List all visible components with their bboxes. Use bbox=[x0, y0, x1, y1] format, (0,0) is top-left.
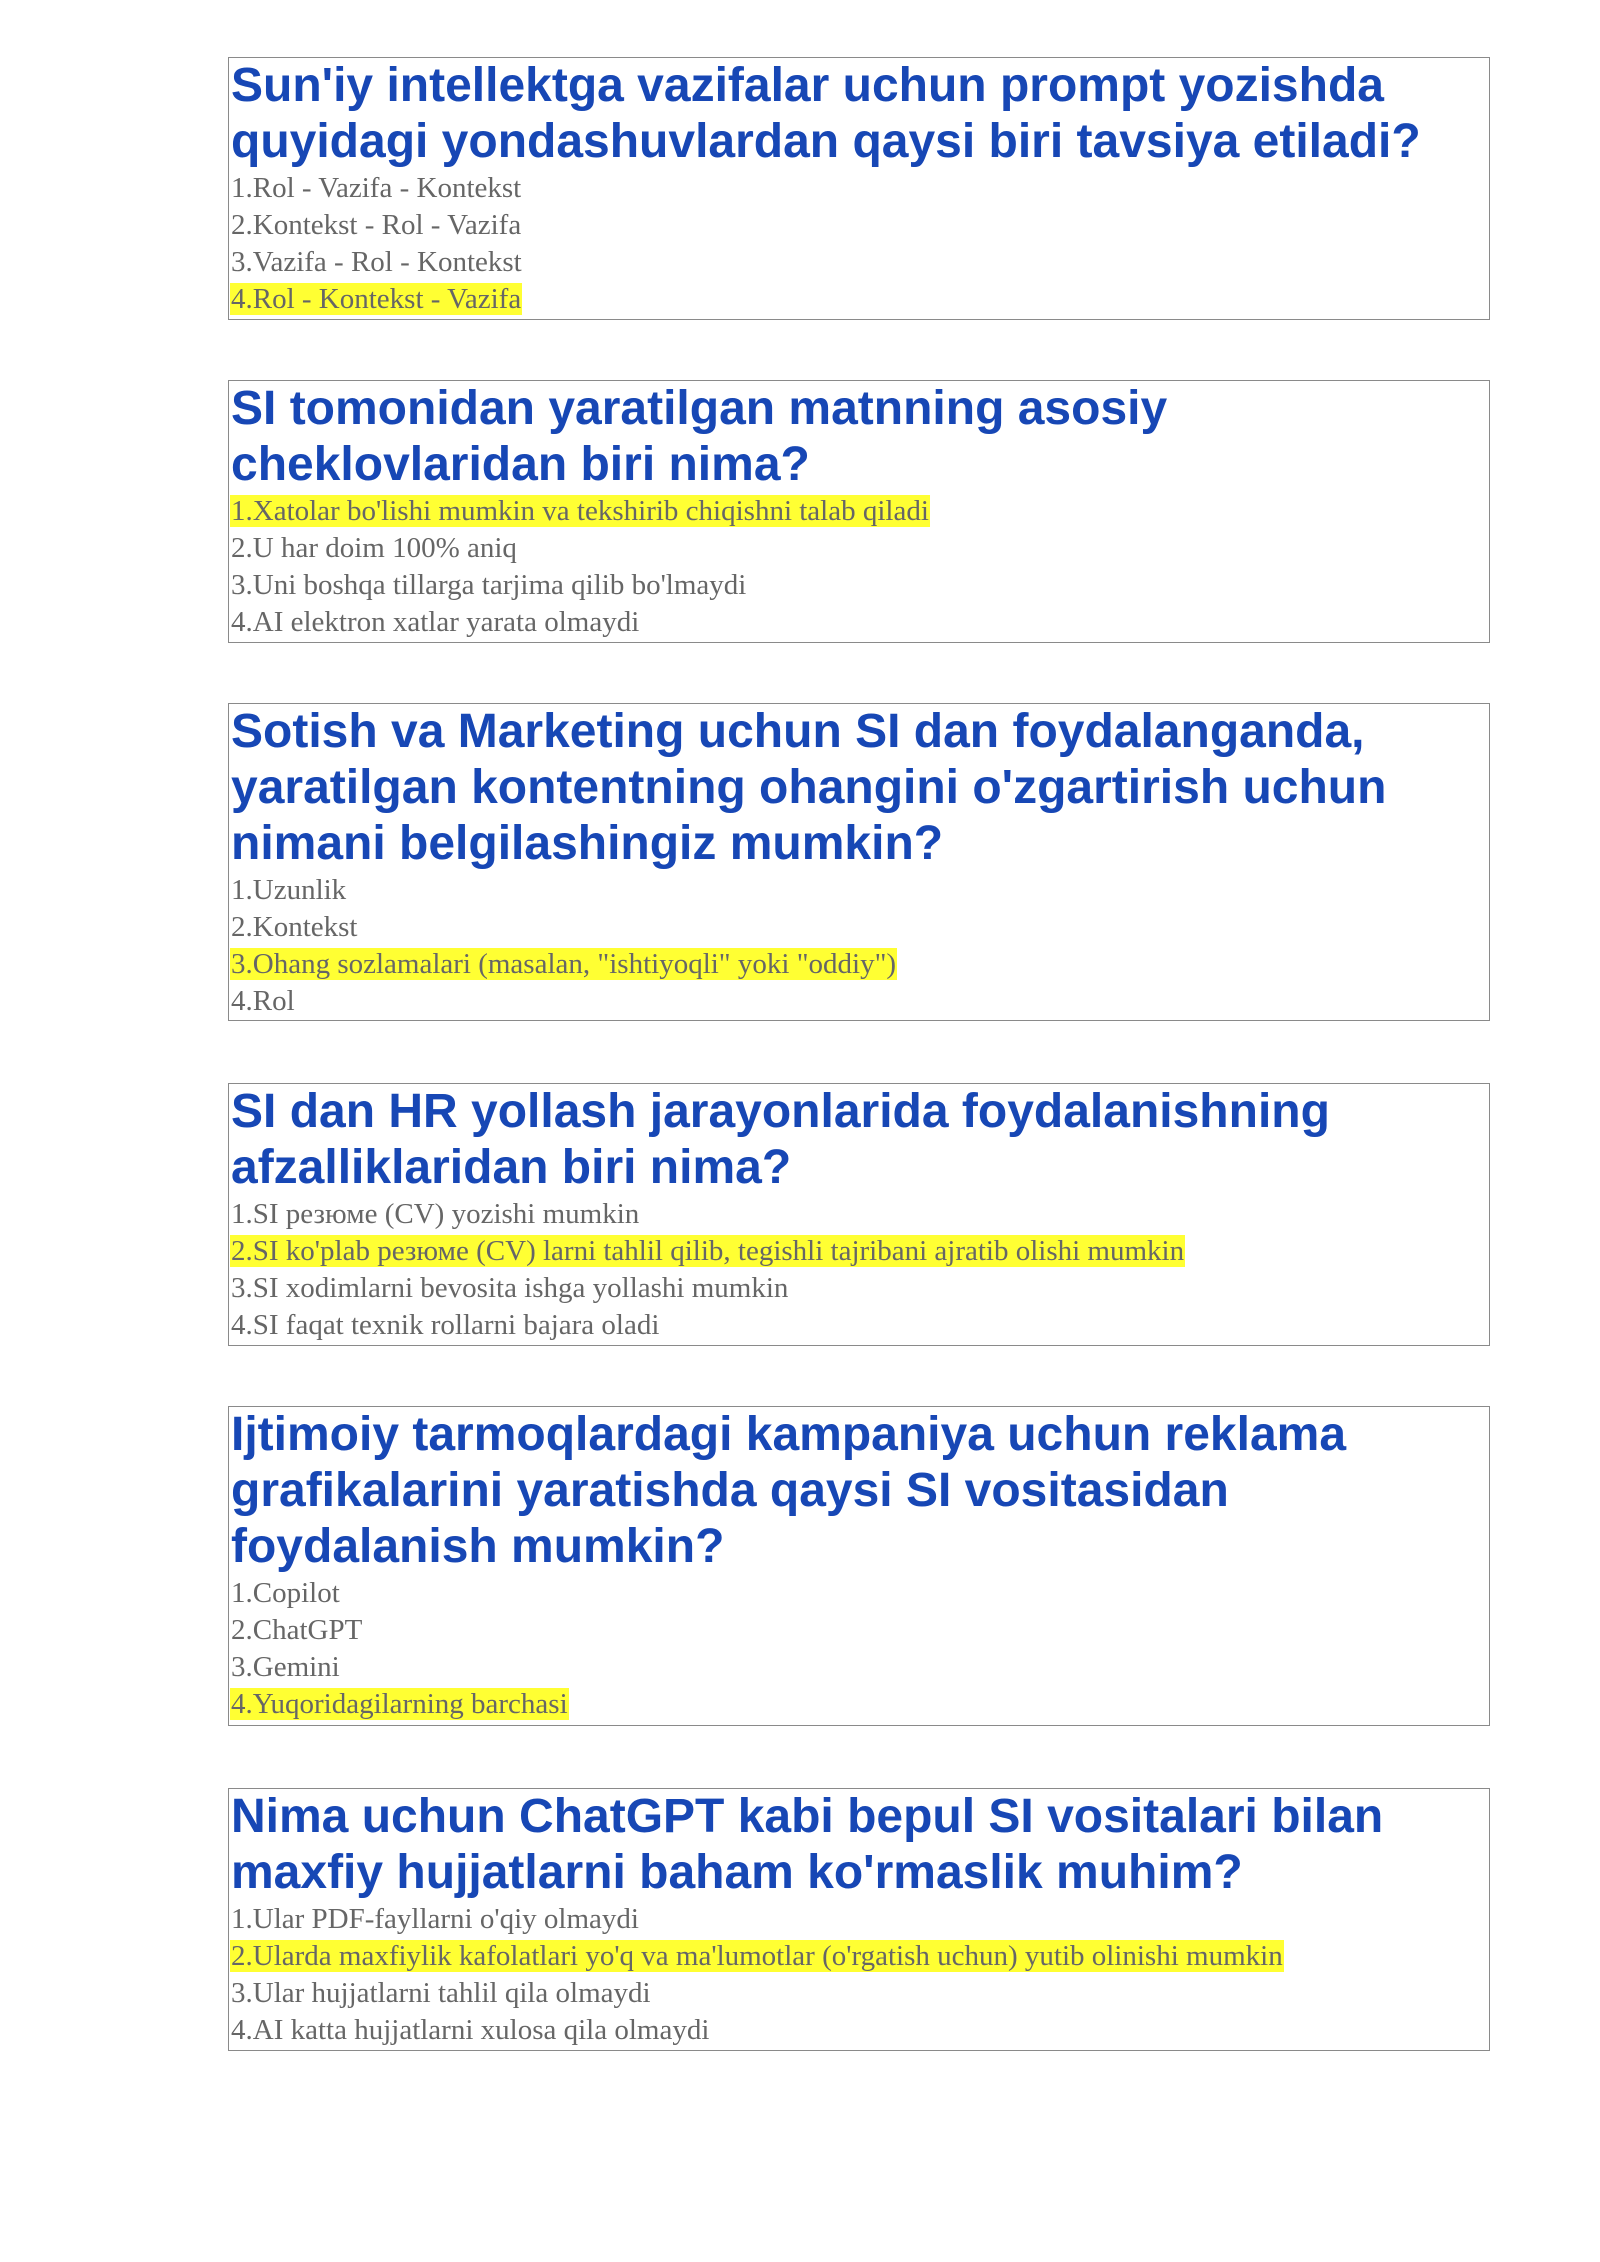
question-block bbox=[228, 380, 1490, 643]
answer-text: 3.Gemini bbox=[231, 1651, 340, 1683]
question-title: Sotish va Marketing uchun SI dan foydalanganda, yaratilgan kontentning ohangini o'zgartirish uchun nimani belgilashingiz mumkin? bbox=[231, 705, 1387, 870]
answer-option bbox=[229, 909, 1489, 946]
answer-option bbox=[229, 1612, 1489, 1649]
answer-text: 4.Rol - Kontekst - Vazifa bbox=[231, 283, 522, 315]
answer-text: 4.AI elektron xatlar yarata olmaydi bbox=[231, 606, 640, 638]
answer-text: 2.SI ko'plab резюме (CV) larni tahlil qilib, tegishli tajribani ajratib olishi mumkin bbox=[231, 1235, 1185, 1267]
answer-option bbox=[229, 567, 1489, 604]
answer-text: 1.Uzunlik bbox=[231, 874, 347, 906]
answer-text: 3.SI xodimlarni bevosita ishga yollashi mumkin bbox=[231, 1272, 789, 1304]
answer-option bbox=[229, 604, 1489, 641]
answer-text: 4.SI faqat texnik rollarni bajara oladi bbox=[231, 1309, 660, 1341]
answer-text: 4.Yuqoridagilarning barchasi bbox=[231, 1688, 568, 1720]
answer-text: 1.Rol - Vazifa - Kontekst bbox=[231, 172, 522, 204]
correct-answer-option bbox=[229, 493, 1489, 530]
answer-text: 3.Ohang sozlamalari (masalan, "ishtiyoqli" yoki "oddiy") bbox=[231, 948, 897, 980]
question-title: Sun'iy intellektga vazifalar uchun prompt yozishda quyidagi yondashuvlardan qaysi biri tavsiya etiladi? bbox=[231, 59, 1421, 168]
correct-answer-option bbox=[229, 1938, 1489, 1975]
question-title: Ijtimoiy tarmoqlardagi kampaniya uchun reklama grafikalarini yaratishda qaysi SI vositasidan foydalanish mumkin? bbox=[231, 1408, 1347, 1573]
answer-option bbox=[229, 1649, 1489, 1686]
answer-text: 1.SI резюме (CV) yozishi mumkin bbox=[231, 1198, 640, 1230]
correct-answer-option bbox=[229, 281, 1489, 318]
answer-option bbox=[229, 1975, 1489, 2012]
answer-option bbox=[229, 170, 1489, 207]
question-title: SI dan HR yollash jarayonlarida foydalanishning afzalliklaridan biri nima? bbox=[231, 1085, 1330, 1194]
answer-option bbox=[229, 1270, 1489, 1307]
answer-list bbox=[229, 170, 1489, 318]
answer-option bbox=[229, 983, 1489, 1020]
answer-text: 1.Xatolar bo'lishi mumkin va tekshirib chiqishni talab qiladi bbox=[231, 495, 929, 527]
question-block bbox=[228, 1083, 1490, 1346]
answer-option bbox=[229, 2012, 1489, 2049]
answer-option bbox=[229, 207, 1489, 244]
answer-text: 4.AI katta hujjatlarni xulosa qila olmaydi bbox=[231, 2014, 710, 2046]
answer-text: 2.U har doim 100% aniq bbox=[231, 532, 517, 564]
answer-text: 3.Ular hujjatlarni tahlil qila olmaydi bbox=[231, 1977, 651, 2009]
answer-option bbox=[229, 1307, 1489, 1344]
answer-text: 2.Kontekst - Rol - Vazifa bbox=[231, 209, 522, 241]
answer-option bbox=[229, 530, 1489, 567]
question-block bbox=[228, 703, 1490, 1021]
answer-list bbox=[229, 1196, 1489, 1344]
answer-text: 4.Rol bbox=[231, 985, 295, 1017]
correct-answer-option bbox=[229, 946, 1489, 983]
question-block bbox=[228, 57, 1490, 320]
question-title: Nima uchun ChatGPT kabi bepul SI vositalari bilan maxfiy hujjatlarni baham ko'rmaslik muhim? bbox=[231, 1790, 1384, 1899]
answer-option bbox=[229, 1575, 1489, 1612]
answer-option bbox=[229, 1196, 1489, 1233]
correct-answer-option bbox=[229, 1686, 1489, 1723]
question-title: SI tomonidan yaratilgan matnning asosiy cheklovlaridan biri nima? bbox=[231, 382, 1168, 491]
correct-answer-option bbox=[229, 1233, 1489, 1270]
answer-text: 2.ChatGPT bbox=[231, 1614, 363, 1646]
answer-list bbox=[229, 493, 1489, 641]
answer-text: 1.Copilot bbox=[231, 1577, 340, 1609]
question-block bbox=[228, 1406, 1490, 1726]
answer-option bbox=[229, 244, 1489, 281]
answer-text: 2.Ularda maxfiylik kafolatlari yo'q va ma'lumotlar (o'rgatish uchun) yutib olinishi mumkin bbox=[231, 1940, 1283, 1972]
question-block bbox=[228, 1788, 1490, 2051]
answer-text: 2.Kontekst bbox=[231, 911, 358, 943]
answer-text: 1.Ular PDF-fayllarni o'qiy olmaydi bbox=[231, 1903, 639, 1935]
answer-text: 3.Uni boshqa tillarga tarjima qilib bo'lmaydi bbox=[231, 569, 747, 601]
answer-option bbox=[229, 1901, 1489, 1938]
answer-option bbox=[229, 872, 1489, 909]
answer-list bbox=[229, 872, 1489, 1020]
answer-text: 3.Vazifa - Rol - Kontekst bbox=[231, 246, 522, 278]
answer-list bbox=[229, 1901, 1489, 2049]
answer-list bbox=[229, 1575, 1489, 1723]
